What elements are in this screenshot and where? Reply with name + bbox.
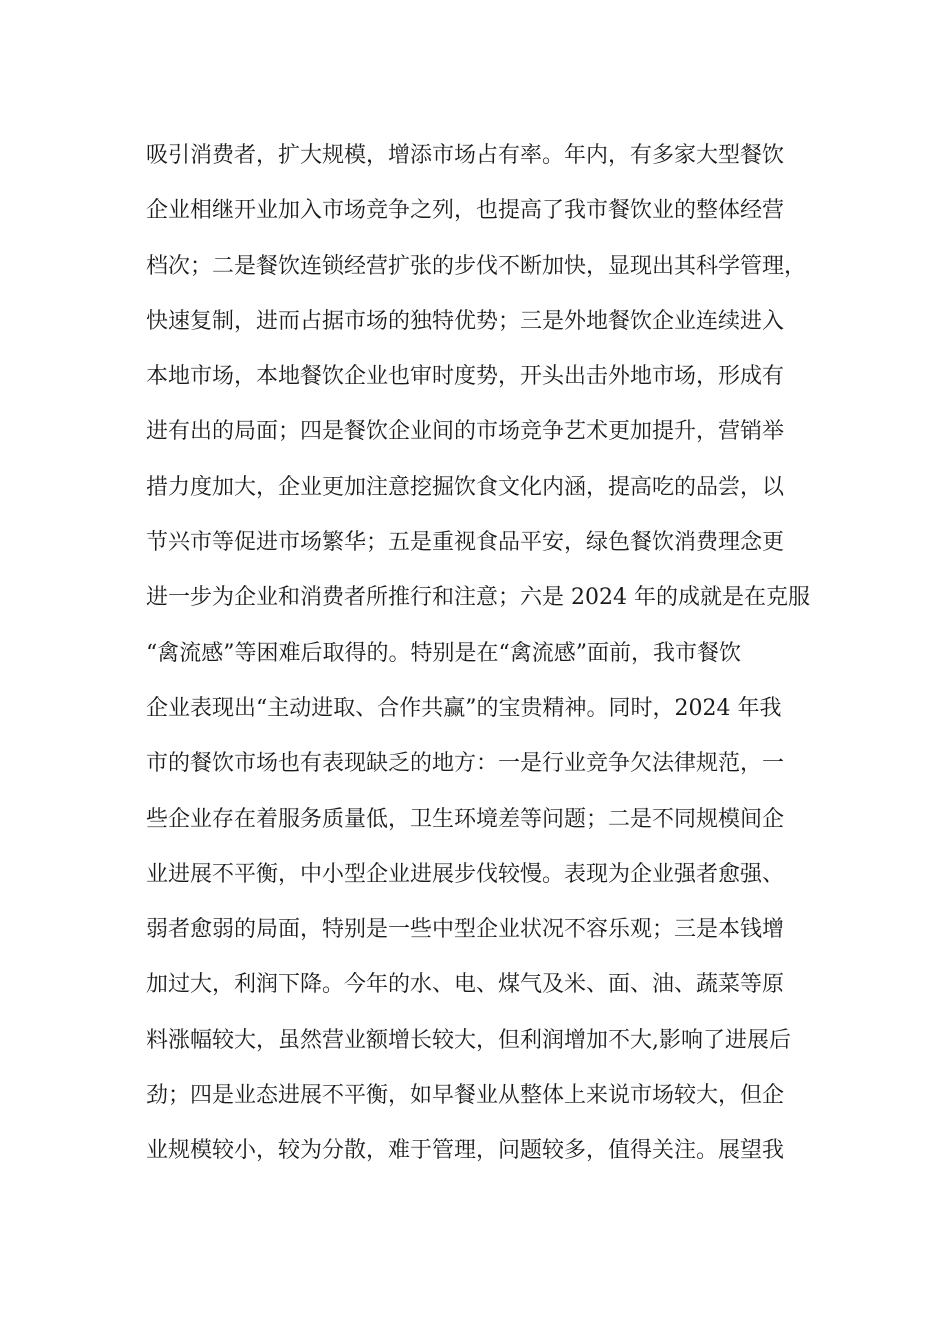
body-paragraph — [146, 128, 836, 1179]
text-line: “禽流感”等困难后取得的。特别是在“禽流感”面前，我市餐饮 — [146, 640, 741, 666]
text-line: 档次；二是餐饮连锁经营扩张的步伐不断加快，显现出其科学管理， — [146, 253, 807, 279]
text-line: 料涨幅较大，虽然营业额增长较大，但利润增加不大,影响了进展后 — [146, 1027, 791, 1053]
text-line: 业进展不平衡，中小型企业进展步伐较慢。表现为企业强者愈强、 — [146, 861, 785, 887]
text-line: 快速复制，进而占据市场的独特优势；三是外地餐饮企业连续进入 — [146, 308, 785, 334]
text-line: 措力度加大，企业更加注意挖掘饮食文化内涵，提高吃的品尝，以 — [146, 474, 785, 500]
text-line: 市的餐饮市场也有表现缺乏的地方：一是行业竞争欠法律规范，一 — [146, 751, 785, 777]
text-line: 企业相继开业加入市场竞争之列，也提高了我市餐饮业的整体经营 — [146, 198, 785, 224]
text-line: 企业表现出“主动进取、合作共赢”的宝贵精神。同时，2024 年我 — [146, 695, 782, 721]
text-line: 业规模较小，较为分散，难于管理，问题较多，值得关注。展望我 — [146, 1138, 785, 1164]
text-line: 些企业存在着服务质量低，卫生环境差等问题；二是不同规模间企 — [146, 806, 785, 832]
text-line: 加过大，利润下降。今年的水、电、煤气及米、面、油、蔬菜等原 — [146, 972, 785, 998]
text-line: 进一步为企业和消费者所推行和注意；六是 2024 年的成就是在克服 — [146, 585, 810, 611]
text-line: 弱者愈弱的局面，特别是一些中型企业状况不容乐观；三是本钱增 — [146, 917, 785, 943]
text-line: 进有出的局面；四是餐饮企业间的市场竞争艺术更加提升，营销举 — [146, 419, 785, 445]
text-line: 本地市场，本地餐饮企业也审时度势，开头出击外地市场，形成有 — [146, 364, 785, 390]
text-line: 吸引消费者，扩大规模，增添市场占有率。年内，有多家大型餐饮 — [146, 143, 785, 168]
text-line: 劲；四是业态进展不平衡，如早餐业从整体上来说市场较大，但企 — [146, 1083, 785, 1109]
text-line: 节兴市等促进市场繁华；五是重视食品平安，绿色餐饮消费理念更 — [146, 530, 785, 556]
